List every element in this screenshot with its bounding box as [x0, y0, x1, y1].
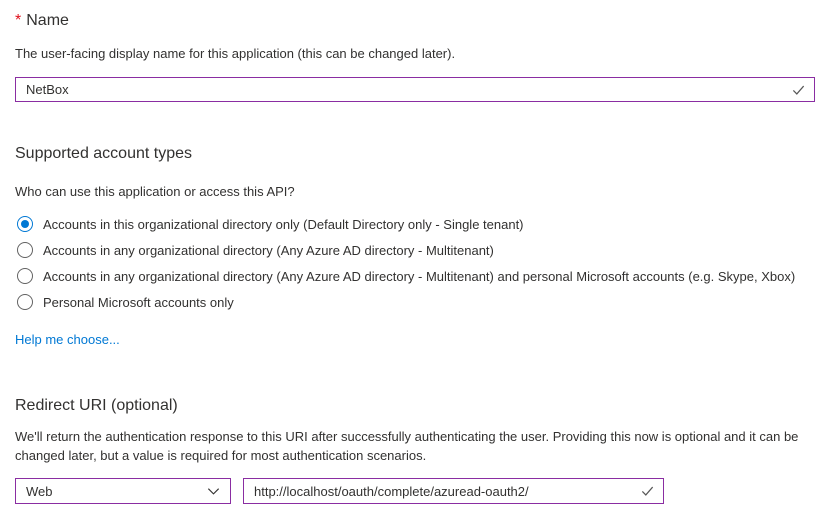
radio-option-label: Accounts in any organizational directory (Any Azure AD directory - Multitenant) and personal Microsoft accounts (e.g. Skype, Xbox) [43, 268, 796, 284]
name-title-text: Name [26, 12, 69, 29]
name-description: The user-facing display name for this application (this can be changed later). [15, 46, 456, 61]
redirect-uri-description: We'll return the authentication response to this URI after successfully authenticating the user. Providing this now is optional and it can be changed later, but a value is required for most authentication scenarios. [15, 429, 799, 463]
name-section-title [15, 11, 815, 31]
platform-selected-value: Web [26, 483, 53, 499]
name-field-container [15, 77, 815, 102]
radio-button-icon[interactable] [17, 242, 33, 258]
app-registration-form [0, 11, 829, 504]
account-types-radio-group [15, 211, 815, 315]
name-input[interactable] [16, 78, 814, 101]
account-types-question: Who can use this application or access this API? [15, 184, 295, 199]
redirect-uri-title: Redirect URI (optional) [15, 397, 178, 414]
radio-option-personal-only[interactable] [15, 289, 815, 315]
redirect-uri-row [15, 478, 815, 504]
radio-button-icon[interactable] [17, 294, 33, 310]
radio-option-single-tenant[interactable] [15, 211, 815, 237]
radio-option-multitenant[interactable] [15, 237, 815, 263]
radio-button-icon[interactable] [17, 216, 33, 232]
radio-option-label: Personal Microsoft accounts only [43, 294, 234, 310]
uri-field-container [243, 478, 664, 504]
platform-select[interactable] [15, 478, 231, 504]
radio-option-label: Accounts in any organizational directory (Any Azure AD directory - Multitenant) [43, 242, 494, 258]
radio-option-multitenant-personal[interactable] [15, 263, 815, 289]
radio-button-icon[interactable] [17, 268, 33, 284]
radio-option-label: Accounts in this organizational directory only (Default Directory only - Single tenant) [43, 216, 524, 232]
required-marker: * [15, 12, 22, 29]
help-me-choose-link[interactable]: Help me choose... [15, 332, 120, 347]
chevron-down-icon [206, 484, 221, 499]
account-types-title: Supported account types [15, 145, 193, 162]
redirect-uri-input[interactable] [244, 479, 663, 503]
